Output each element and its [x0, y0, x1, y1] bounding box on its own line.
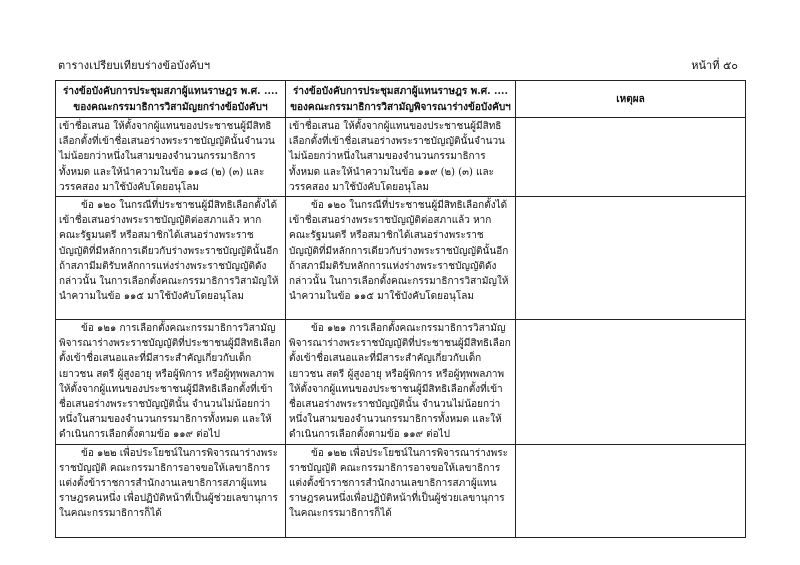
table-row: [56, 118, 746, 197]
clause-text: ข้อ ๑๒๑ การเลือกตั้งคณะกรรมาธิการวิสามัญพิจารณาร่างพระราชบัญญัติที่ประชาชนผู้มีสิทธิเลือกตั้งเข้าชื่อเสนอและที่มีสาระสำคัญเกี่ยวกับเด็ก เยาวชน สตรี ผู้สูงอายุ หรือผู้พิการ หรือผู้ทุพพลภาพ ให้ตั้งจากผู้แทนของประชาชนผู้มีสิทธิเลือกตั้งที่เข้าชื่อเสนอร่างพระราชบัญญัตินั้น จำนวนไม่น้อยกว่าหนึ่งในสามของจำนวนกรรมาธิการทั้งหมด และให้ดำเนินการเลือกตั้งตามข้อ ๑๑๙ ต่อไป: [59, 323, 281, 441]
column-heading-line: ของคณะกรรมาธิการวิสามัญยกร่างข้อบังคับฯ: [73, 102, 268, 113]
column-heading-revised-draft: [286, 81, 516, 118]
column-heading-line: ของคณะกรรมาธิการวิสามัญพิจารณาร่างข้อบังคับฯ: [290, 102, 511, 113]
clause-text: ข้อ ๑๒๐ ในกรณีที่ประชาชนผู้มีสิทธิเลือกตั้งได้เข้าชื่อเสนอร่างพระราชบัญญัติต่อสภาแล้ว หากคณะรัฐมนตรี หรือสมาชิกได้เสนอร่างพระราชบัญญัติที่มีหลักการเดียวกับร่างพระราชบัญญัตินั้นอีก ถ้าสภามีมติรับหลักการแห่งร่างพระราชบัญญัติดังกล่าวนั้น ในการเลือกตั้งคณะกรรมาธิการวิสามัญให้นำความในข้อ ๑๑๕ มาใช้บังคับโดยอนุโลม: [59, 200, 279, 303]
reason-cell: [516, 320, 746, 445]
column-heading-reason: เหตุผล: [516, 81, 746, 118]
clause-text: เข้าชื่อเสนอ ให้ตั้งจากผู้แทนของประชาชนผู้มีสิทธิเลือกตั้งที่เข้าชื่อเสนอร่างพระราชบัญญัตินั้นจำนวนไม่น้อยกว่าหนึ่งในสามของจำนวนกรรมาธิการทั้งหมด และให้นำความในข้อ ๑๑๘ (๒) (๓) และวรรคสอง มาใช้บังคับโดยอนุโลม: [59, 121, 275, 193]
revised-draft-cell: [286, 444, 516, 537]
table-row: [56, 320, 746, 445]
column-heading-line: ร่างข้อบังคับการประชุมสภาผู้แทนราษฎร พ.ศ. ....: [293, 86, 508, 97]
reason-cell: [516, 118, 746, 197]
column-heading-original-draft: [56, 81, 286, 118]
column-heading-line: ร่างข้อบังคับการประชุมสภาผู้แทนราษฎร พ.ศ. ....: [63, 86, 278, 97]
page-number: หน้าที่ ๕๐: [691, 59, 738, 72]
table-row: [56, 444, 746, 537]
revised-draft-cell: [286, 118, 516, 197]
original-draft-cell: [56, 118, 286, 197]
clause-text: ข้อ ๑๒๐ ในกรณีที่ประชาชนผู้มีสิทธิเลือกตั้งได้เข้าชื่อเสนอร่างพระราชบัญญัติต่อสภาแล้ว หากคณะรัฐมนตรี หรือสมาชิกได้เสนอร่างพระราชบัญญัติที่มีหลักการเดียวกับร่างพระราชบัญญัตินั้นอีก ถ้าสภามีมติรับหลักการแห่งร่างพระราชบัญญัติดังกล่าวนั้น ในการเลือกตั้งคณะกรรมาธิการวิสามัญให้นำความในข้อ ๑๑๕ มาใช้บังคับโดยอนุโลม: [289, 200, 509, 303]
reason-cell: [516, 197, 746, 320]
revised-draft-cell: [286, 197, 516, 320]
clause-text: ข้อ ๑๒๒ เพื่อประโยชน์ในการพิจารณาร่างพระราชบัญญัติ คณะกรรมาธิการอาจขอให้เลขาธิการแต่งตั้งข้าราชการสำนักงานเลขาธิการสภาผู้แทนราษฎรคนหนึ่งเพื่อปฏิบัติหน้าที่เป็นผู้ช่วยเลขานุการในคณะกรรมาธิการก็ได้: [289, 447, 508, 520]
original-draft-cell: [56, 197, 286, 320]
original-draft-cell: [56, 444, 286, 537]
comparison-table: [55, 80, 746, 538]
document-title: ตารางเปรียบเทียบร่างข้อบังคับฯ: [58, 59, 211, 72]
clause-text: ข้อ ๑๒๒ เพื่อประโยชน์ในการพิจารณาร่างพระราชบัญญัติ คณะกรรมาธิการอาจขอให้เลขาธิการแต่งตั้งข้าราชการสำนักงานเลขาธิการสภาผู้แทนราษฎรคนหนึ่ง เพื่อปฏิบัติหน้าที่เป็นผู้ช่วยเลขานุการในคณะกรรมาธิการก็ได้: [59, 447, 278, 520]
clause-text: ข้อ ๑๒๑ การเลือกตั้งคณะกรรมาธิการวิสามัญพิจารณาร่างพระราชบัญญัติที่ประชาชนผู้มีสิทธิเลือกตั้งเข้าชื่อเสนอและที่มีสาระสำคัญเกี่ยวกับเด็ก เยาวชน สตรี ผู้สูงอายุ หรือผู้พิการ หรือผู้ทุพพลภาพ ให้ตั้งจากผู้แทนของประชาชนผู้มีสิทธิเลือกตั้งที่เข้าชื่อเสนอร่างพระราชบัญญัตินั้น จำนวนไม่น้อยกว่าหนึ่งในสามของจำนวนกรรมาธิการทั้งหมด และให้ดำเนินการเลือกตั้งตามข้อ ๑๑๙ ต่อไป: [289, 323, 511, 441]
clause-text: เข้าชื่อเสนอ ให้ตั้งจากผู้แทนของประชาชนผู้มีสิทธิเลือกตั้งที่เข้าชื่อเสนอร่างพระราชบัญญัตินั้นจำนวนไม่น้อยกว่าหนึ่งในสามของจำนวนกรรมาธิการทั้งหมด และให้นำความในข้อ ๑๑๙ (๒) (๓) และวรรคสอง มาใช้บังคับโดยอนุโลม: [289, 121, 505, 193]
revised-draft-cell: [286, 320, 516, 445]
reason-cell: [516, 444, 746, 537]
original-draft-cell: [56, 320, 286, 445]
table-row: [56, 197, 746, 320]
